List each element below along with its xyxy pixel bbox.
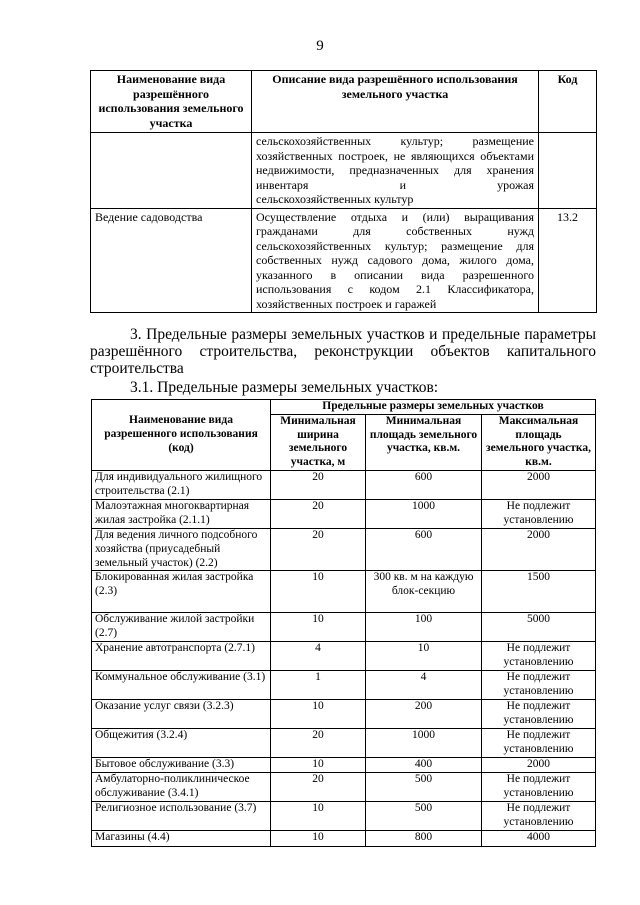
cell-min-width: 10 [271,831,366,847]
cell-min-area: 1000 [366,729,482,758]
cell-code [539,133,597,209]
cell-name: Бытовое обслуживание (3.3) [92,758,271,773]
cell-name: Блокированная жилая застройка (2.3) [92,571,271,613]
land-use-description-table [90,70,597,313]
cell-min-area: 300 кв. м на каждую блок-секцию [366,571,482,613]
cell-min-width: 10 [271,802,366,831]
header-min-width: Минимальная ширина земельного участка, м [271,414,366,470]
header-max-area: Максимальная площадь земельного участка, кв.м. [482,414,596,470]
header-min-area: Минимальная площадь земельного участка, кв.м. [366,414,482,470]
table-row [92,499,596,528]
cell-max-area: 2000 [482,528,596,570]
table-row [92,671,596,700]
cell-min-area: 500 [366,802,482,831]
table-row [91,133,597,209]
table-header-group-row [92,400,596,415]
cell-min-area: 600 [366,470,482,499]
cell-min-area: 500 [366,773,482,802]
cell-max-area: Не подлежит установлению [482,700,596,729]
cell-max-area: 2000 [482,758,596,773]
section-3-heading-text: 3. Предельные размеры земельных участков и предельные параметры разрешённого строительства, реконструкции объектов капитального [90,326,596,360]
cell-min-area: 1000 [366,499,482,528]
cell-description [252,208,539,313]
cell-name: Коммунальное обслуживание (3.1) [92,671,271,700]
cell-min-area: 400 [366,758,482,773]
table-row [92,802,596,831]
cell-min-width: 20 [271,499,366,528]
cell-min-width: 20 [271,470,366,499]
cell-name: Для ведения личного подсобного хозяйства (приусадебный земельный участок) (2.2) [92,528,271,570]
table-row [91,208,597,313]
table-row [92,528,596,570]
cell-max-area: Не подлежит установлению [482,671,596,700]
page-number: 9 [316,38,324,54]
table-row [92,729,596,758]
cell-description [252,133,539,209]
table-row [92,831,596,847]
cell-max-area: Не подлежит установлению [482,642,596,671]
cell-name: Религиозное использование (3.7) [92,802,271,831]
header-description: Описание вида разрешённого использования земельного участка [252,71,539,133]
table-row [92,700,596,729]
table-row [92,642,596,671]
table-body [92,470,596,846]
cell-min-width: 1 [271,671,366,700]
table-row [92,613,596,642]
section-3-heading [90,326,596,377]
header-name: Наименование вида разрешенного использования (код) [92,400,271,471]
header-name: Наименование вида разрешённого использования земельного участка [91,71,252,133]
cell-min-width: 20 [271,528,366,570]
cell-max-area: 2000 [482,470,596,499]
cell-name: Ведение садоводства [91,208,252,313]
cell-min-width: 20 [271,729,366,758]
cell-name: Хранение автотранспорта (2.7.1) [92,642,271,671]
cell-min-width: 10 [271,758,366,773]
cell-min-area: 800 [366,831,482,847]
table-row [92,773,596,802]
cell-max-area: 4000 [482,831,596,847]
cell-max-area: Не подлежит установлению [482,499,596,528]
cell-name: Малоэтажная многоквартирная жилая застройка (2.1.1) [92,499,271,528]
cell-description-last-line: хозяйственных построек и гаражей [256,296,437,311]
cell-max-area: Не подлежит установлению [482,773,596,802]
cell-min-width: 10 [271,700,366,729]
cell-name: Оказание услуг связи (3.2.3) [92,700,271,729]
cell-min-area: 4 [366,671,482,700]
land-plot-size-table [91,399,596,847]
cell-code: 13.2 [539,208,597,313]
cell-description-text: Осуществление отдыха и (или) выращивания гражданами для собственных нужд сельскохозяйственных культур; размещение для собственных нужд садового дома, жилого дома, указанного в описании вида разрешенного использования с кодом 2.1 Классификатора, [256,209,534,296]
header-group: Предельные размеры земельных участков [271,400,596,415]
cell-min-width: 20 [271,773,366,802]
cell-name [91,133,252,209]
cell-description-last-line: сельскохозяйственных культур [256,192,414,206]
table-row [92,758,596,773]
cell-name: Обслуживание жилой застройки (2.7) [92,613,271,642]
cell-min-area: 200 [366,700,482,729]
cell-name: Общежития (3.2.4) [92,729,271,758]
cell-name: Для индивидуального жилищного строительства (2.1) [92,470,271,499]
header-code: Код [539,71,597,133]
cell-min-area: 10 [366,642,482,671]
section-3-1-heading: 3.1. Предельные размеры земельных участков: [130,379,439,396]
table-header-row [91,71,597,133]
cell-min-area: 100 [366,613,482,642]
cell-min-area: 600 [366,528,482,570]
cell-max-area: 1500 [482,571,596,613]
cell-description-text: сельскохозяйственных культур; размещение хозяйственных построек, не являющихся объектами недвижимости, предназначенных для хранения инвентаря и урожая [256,134,534,192]
cell-min-width: 10 [271,613,366,642]
cell-name: Магазины (4.4) [92,831,271,847]
cell-name: Амбулаторно-поликлиническое обслуживание (3.4.1) [92,773,271,802]
cell-max-area: Не подлежит установлению [482,802,596,831]
cell-min-width: 10 [271,571,366,613]
cell-min-width: 4 [271,642,366,671]
table-row [92,470,596,499]
table-row [92,571,596,613]
cell-max-area: Не подлежит установлению [482,729,596,758]
section-3-heading-last: строительства [90,360,184,377]
cell-max-area: 5000 [482,613,596,642]
